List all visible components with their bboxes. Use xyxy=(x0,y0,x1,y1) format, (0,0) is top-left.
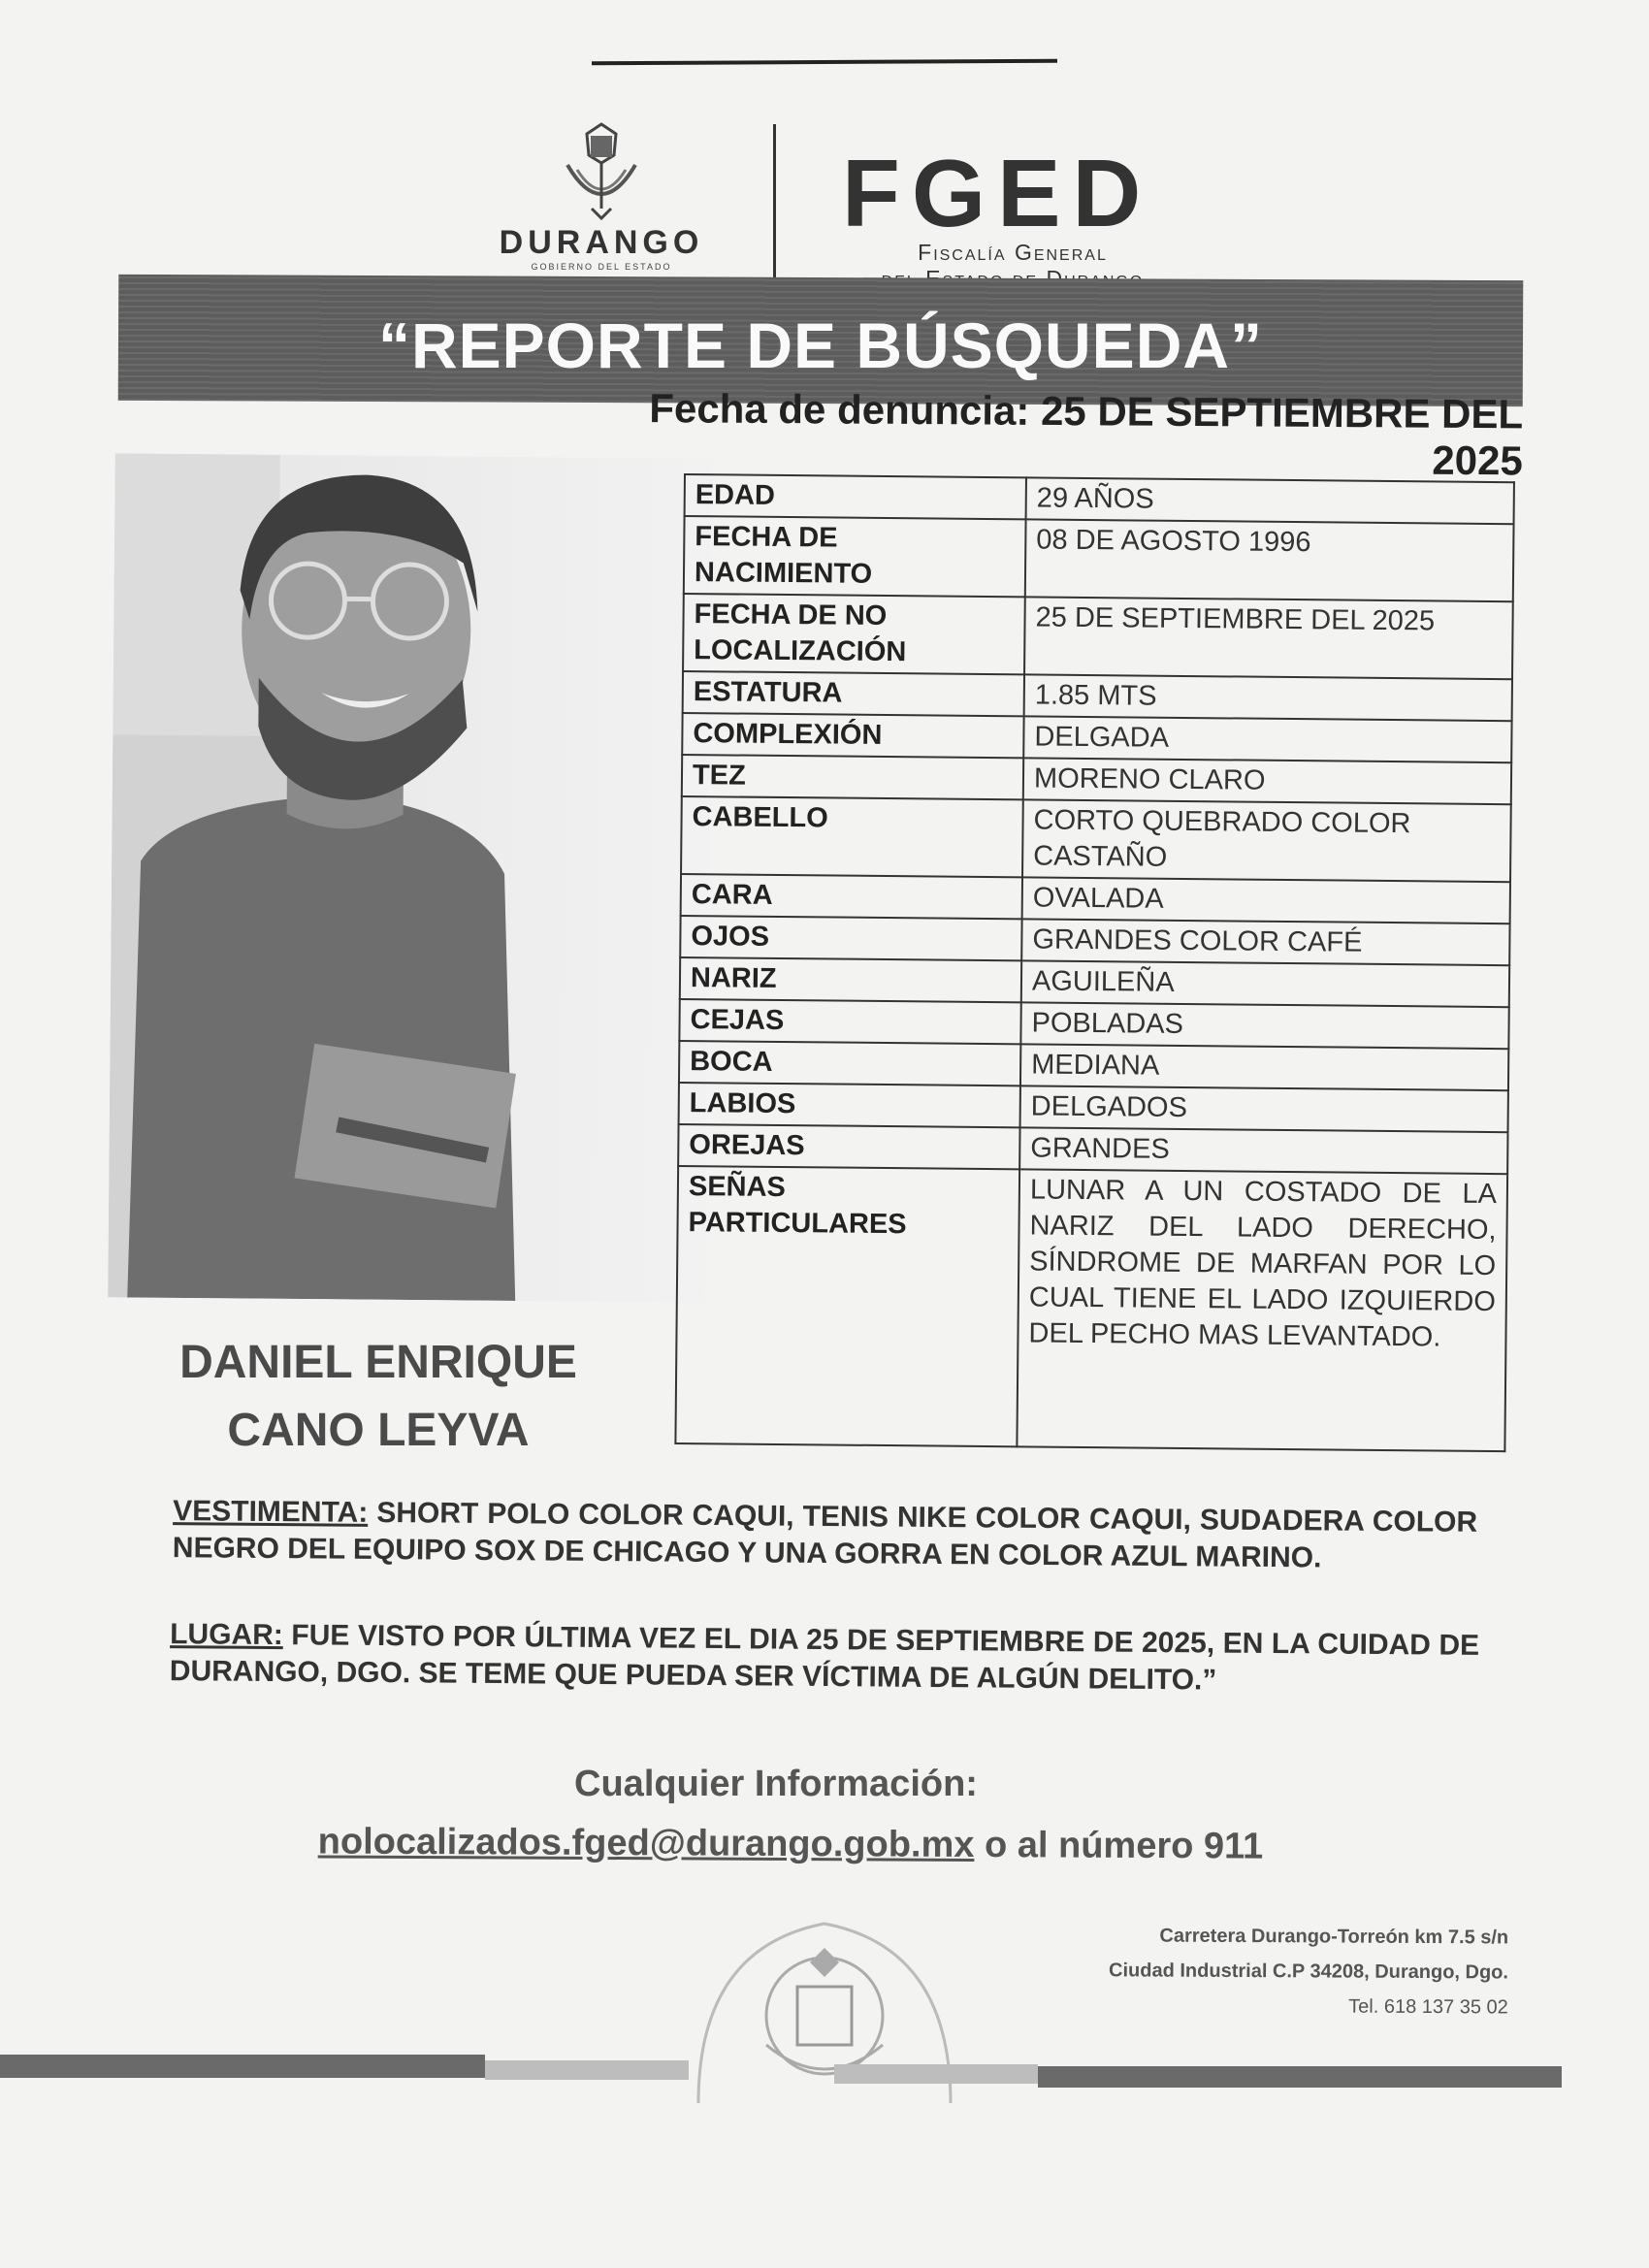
details-row-birth-date xyxy=(684,516,1514,601)
clothing-label: VESTIMENTA: xyxy=(173,1495,369,1529)
lips-label: LABIOS xyxy=(679,1083,1020,1127)
place-paragraph xyxy=(170,1616,1480,1701)
ears-label: OREJAS xyxy=(678,1124,1019,1169)
address-block xyxy=(970,1918,1509,2025)
details-row-distinguishing-marks xyxy=(675,1166,1507,1451)
missing-date-label: FECHA DE NO LOCALIZACIÓN xyxy=(683,594,1025,674)
complexion-value: MORENO CLARO xyxy=(1023,758,1511,804)
page-title: “REPORTE DE BÚSQUEDA” xyxy=(377,309,1264,381)
height-value: 1.85 MTS xyxy=(1024,674,1512,721)
missing-person-photo xyxy=(108,453,712,1302)
person-name-line2: CANO LEYVA xyxy=(227,1405,530,1456)
ears-value: GRANDES xyxy=(1019,1127,1507,1174)
place-text: FUE VISTO POR ÚLTIMA VEZ EL DIA 25 DE SEPTIEMBRE DE 2025, EN LA CUIDAD DE DURANGO, DGO. SE TEME QUE PUEDA SER VÍCTIMA DE ALGÚN DELITO.” xyxy=(169,1619,1480,1697)
address-line1: Carretera Durango-Torreón km 7.5 s/n xyxy=(1159,1925,1509,1949)
missing-date-value: 25 DE SEPTIEMBRE DEL 2025 xyxy=(1024,597,1513,679)
address-line2: Ciudad Industrial C.P 34208, Durango, Dgo. xyxy=(1109,1960,1509,1984)
place-label: LUGAR: xyxy=(170,1618,283,1652)
report-date: Fecha de denuncia: 25 DE SEPTIEMBRE DEL 2025 xyxy=(649,385,1524,484)
eyes-value: GRANDES COLOR CAFÉ xyxy=(1021,919,1509,965)
birth-date-value: 08 DE AGOSTO 1996 xyxy=(1025,519,1514,601)
mouth-label: BOCA xyxy=(679,1041,1020,1085)
contact-heading: Cualquier Información: xyxy=(574,1764,978,1804)
contact-email-link[interactable]: nolocalizados.fged@durango.gob.mx xyxy=(317,1821,975,1865)
logo-divider xyxy=(773,124,776,289)
height-label: ESTATURA xyxy=(683,671,1024,716)
durango-logo xyxy=(446,116,757,286)
fged-logo: FGED xyxy=(842,140,1153,246)
eyes-label: OJOS xyxy=(680,916,1021,960)
build-value: DELGADA xyxy=(1023,716,1511,762)
contact-phone-text: o al número 911 xyxy=(974,1824,1264,1867)
person-name-line1: DANIEL ENRIQUE xyxy=(179,1337,577,1388)
durango-crest-icon xyxy=(548,116,655,223)
nose-value: AGUILEÑA xyxy=(1021,960,1509,1007)
clothing-paragraph xyxy=(173,1493,1478,1578)
person-details-table xyxy=(674,473,1515,1452)
age-label: EDAD xyxy=(685,474,1026,519)
address-phone: Tel. 618 137 35 02 xyxy=(1348,1995,1508,2019)
durango-logo-subtitle: GOBIERNO DEL ESTADO xyxy=(531,262,672,272)
distinguishing-marks-label: SEÑAS PARTICULARES xyxy=(675,1166,1019,1446)
face-label: CARA xyxy=(681,874,1022,919)
fged-subtitle-line1: Fiscalía General xyxy=(918,240,1108,265)
hair-value: CORTO QUEBRADO COLOR CASTAÑO xyxy=(1022,799,1511,882)
distinguishing-marks-value: LUNAR A UN COSTADO DE LA NARIZ DEL LADO DERECHO, SÍNDROME DE MARFAN POR LO CUAL TIENE EL LADO IZQUIERDO DEL PECHO MAS LEVANTADO. xyxy=(1017,1169,1507,1451)
nose-label: NARIZ xyxy=(680,957,1021,1002)
eyebrows-value: POBLADAS xyxy=(1020,1002,1508,1049)
lips-value: DELGADOS xyxy=(1020,1085,1508,1132)
face-value: OVALADA xyxy=(1022,877,1510,923)
durango-logo-name: DURANGO xyxy=(499,224,704,261)
details-row-hair xyxy=(681,796,1511,882)
top-rule xyxy=(592,59,1057,66)
mouth-value: MEDIANA xyxy=(1020,1044,1508,1090)
clothing-text: SHORT POLO COLOR CAQUI, TENIS NIKE COLOR CAQUI, SUDADERA COLOR NEGRO DEL EQUIPO SOX DE CHICAGO Y UNA GORRA EN COLOR AZUL MARINO. xyxy=(172,1496,1478,1574)
build-label: COMPLEXIÓN xyxy=(682,713,1023,758)
eyebrows-label: CEJAS xyxy=(679,999,1020,1044)
complexion-label: TEZ xyxy=(682,755,1023,799)
person-name xyxy=(155,1329,601,1465)
contact-line xyxy=(306,1821,1276,1867)
details-row-missing-date xyxy=(683,594,1513,679)
birth-date-label: FECHA DE NACIMIENTO xyxy=(684,516,1026,597)
hair-label: CABELLO xyxy=(681,796,1023,877)
age-value: 29 AÑOS xyxy=(1026,477,1514,524)
footer-band xyxy=(0,2055,1562,2088)
